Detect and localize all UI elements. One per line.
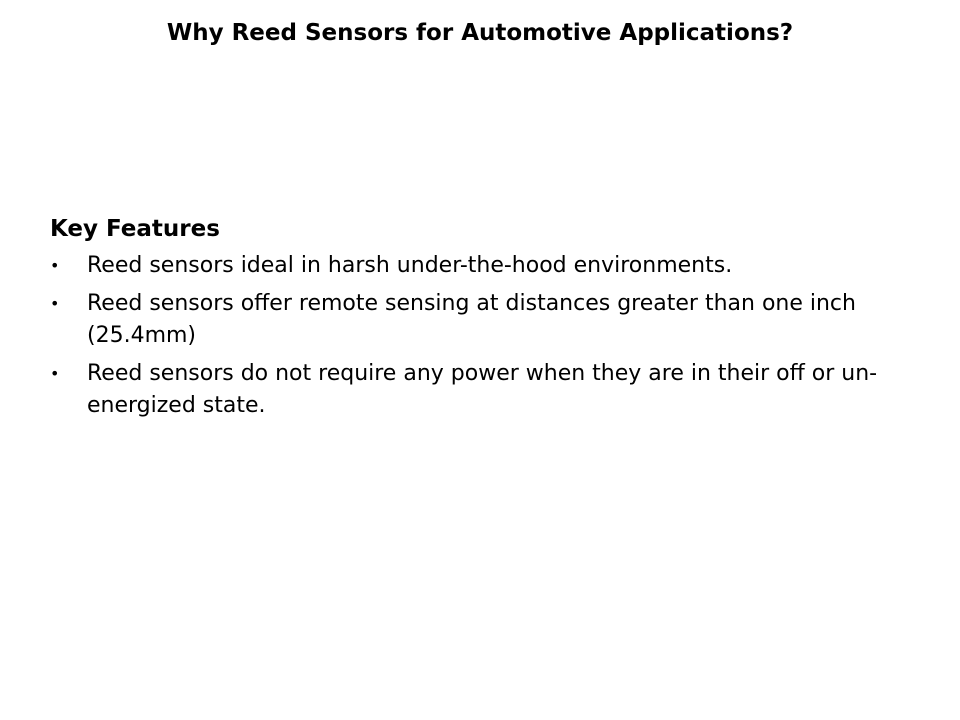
bullet-item [50,250,920,282]
slide-content [50,213,920,428]
bullet-item [50,358,920,422]
bullet-text: Reed sensors ideal in harsh under-the-hood environments. [87,253,733,278]
slide-title: Why Reed Sensors for Automotive Applications? [166,20,794,46]
bullet-text: Reed sensors do not require any power when they are in their off or un-energized state. [87,361,878,418]
section-heading: Key Features [50,216,220,242]
bullet-item [50,288,920,352]
bullet-dot-icon: • [50,294,60,313]
bullet-text: Reed sensors offer remote sensing at distances greater than one inch (25.4mm) [87,291,856,348]
bullet-list [50,250,920,422]
bullet-dot-icon: • [50,256,60,275]
bullet-dot-icon: • [50,364,60,383]
